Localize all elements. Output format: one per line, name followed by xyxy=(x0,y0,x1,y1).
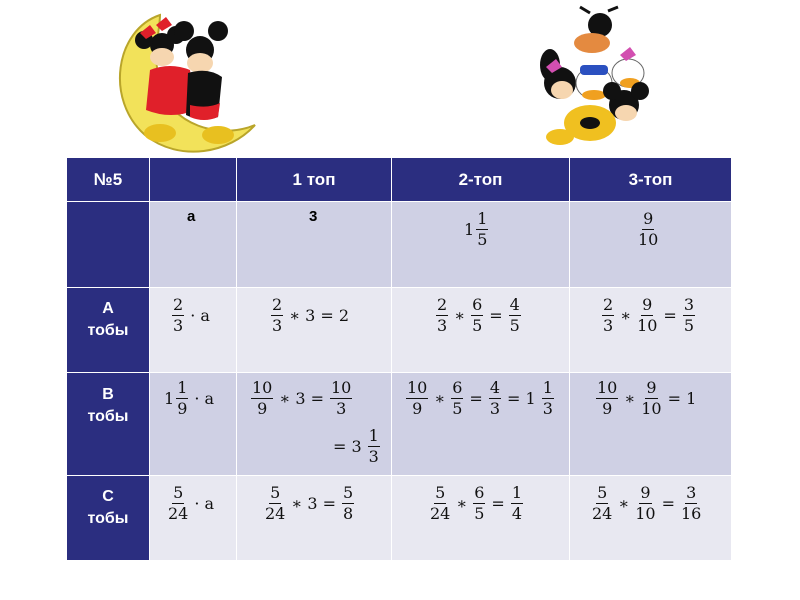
operator: ∗ 3 = xyxy=(279,389,324,408)
denominator: 10 xyxy=(637,316,658,335)
row-label-letter: В xyxy=(102,386,114,403)
fraction xyxy=(436,296,448,335)
numerator: 2 xyxy=(437,295,448,314)
row-label-values xyxy=(67,202,150,288)
fraction xyxy=(330,379,352,418)
denominator: 24 xyxy=(168,504,189,523)
row-label-word: тобы xyxy=(87,510,129,527)
row-label-b xyxy=(67,373,150,476)
calculation xyxy=(404,379,556,418)
numerator: 10 xyxy=(597,378,618,397)
header-task-number xyxy=(67,158,150,202)
denominator: 10 xyxy=(641,399,662,418)
header-label: №5 xyxy=(93,169,123,189)
result: = 1 xyxy=(667,389,697,408)
fraction xyxy=(509,296,521,335)
fraction xyxy=(592,484,612,523)
cell-group2-value xyxy=(392,202,570,288)
denominator: 16 xyxy=(681,504,702,523)
cell-b-group3 xyxy=(570,373,732,476)
equals: = xyxy=(661,494,675,513)
numerator: 5 xyxy=(597,483,608,502)
header-empty xyxy=(150,158,237,202)
calculation xyxy=(249,379,354,418)
expression xyxy=(164,379,218,418)
denominator: 3 xyxy=(542,399,553,418)
denominator: 3 xyxy=(437,316,448,335)
numerator: 9 xyxy=(646,378,657,397)
fraction xyxy=(271,296,283,335)
numerator: 1 xyxy=(368,426,379,445)
cell-b-expression xyxy=(150,373,237,476)
denominator: 9 xyxy=(257,399,268,418)
fraction xyxy=(542,379,554,418)
row-label-word: тобы xyxy=(87,322,129,339)
fraction xyxy=(596,379,618,418)
denominator: 24 xyxy=(265,504,286,523)
cell-a-group3 xyxy=(570,288,732,373)
denominator: 5 xyxy=(509,316,520,335)
fraction xyxy=(638,210,658,249)
cell-b-group1 xyxy=(237,373,392,476)
expression xyxy=(170,296,214,335)
operator: · a xyxy=(190,306,210,325)
row-label-letter: С xyxy=(102,488,114,505)
cell-a-group2 xyxy=(392,288,570,373)
numerator: 10 xyxy=(407,378,428,397)
cell-variable xyxy=(150,202,237,288)
numerator: 6 xyxy=(452,378,463,397)
variable-text: a xyxy=(187,208,196,225)
fraction xyxy=(265,484,285,523)
operator: ∗ 3 = xyxy=(291,494,336,513)
calculation xyxy=(600,296,697,335)
equals: = xyxy=(663,306,677,325)
denominator: 10 xyxy=(638,230,659,249)
denominator: 3 xyxy=(603,316,614,335)
operator: ∗ xyxy=(454,306,466,325)
numerator: 10 xyxy=(252,378,273,397)
fraction xyxy=(635,484,655,523)
numerator: 6 xyxy=(474,483,485,502)
denominator: 24 xyxy=(592,504,613,523)
numerator: 1 xyxy=(542,378,553,397)
numerator: 10 xyxy=(331,378,352,397)
equals: = xyxy=(469,389,483,408)
mixed-number xyxy=(464,210,490,249)
equals: = xyxy=(489,306,503,325)
fraction xyxy=(342,484,354,523)
numerator: 2 xyxy=(603,295,614,314)
numerator: 9 xyxy=(642,295,653,314)
operator: ∗ xyxy=(618,494,630,513)
numerator: 1 xyxy=(477,209,488,228)
operator: ∗ xyxy=(434,389,446,408)
fraction xyxy=(476,210,488,249)
operator: ∗ xyxy=(456,494,468,513)
fraction xyxy=(471,296,483,335)
operator: · a xyxy=(194,389,215,408)
fraction xyxy=(641,379,661,418)
fraction xyxy=(473,484,485,523)
minnie-mickey-on-moon-illustration xyxy=(100,5,270,155)
fraction xyxy=(168,484,188,523)
row-label-c xyxy=(67,476,150,561)
header-group-1 xyxy=(237,158,392,202)
header-label: 2-топ xyxy=(458,169,503,189)
numerator: 5 xyxy=(435,483,446,502)
fraction xyxy=(637,296,657,335)
equals: = 3 xyxy=(333,437,362,456)
denominator: 24 xyxy=(430,504,451,523)
fraction xyxy=(511,484,523,523)
disney-characters-group-illustration xyxy=(520,5,660,155)
cell-c-group3 xyxy=(570,476,732,561)
denominator: 10 xyxy=(635,504,656,523)
cell-b-group2 xyxy=(392,373,570,476)
fraction xyxy=(489,379,501,418)
header-label: 1 топ xyxy=(292,169,336,189)
denominator: 8 xyxy=(343,504,354,523)
operator: ∗ 3 = 2 xyxy=(289,306,350,325)
whole-part: 1 xyxy=(464,220,475,239)
numerator: 9 xyxy=(643,209,654,228)
denominator: 5 xyxy=(477,230,488,249)
row-label-word: тобы xyxy=(87,408,129,425)
cell-group1-value xyxy=(237,202,392,288)
operator: ∗ xyxy=(624,389,636,408)
denominator: 9 xyxy=(177,399,188,418)
calculation xyxy=(263,484,356,523)
calculation xyxy=(428,484,525,523)
calculation xyxy=(594,379,700,418)
cell-c-group1 xyxy=(237,476,392,561)
calculation xyxy=(434,296,523,335)
operator: · a xyxy=(194,494,215,513)
fraction xyxy=(681,484,701,523)
numerator: 3 xyxy=(686,483,697,502)
row-label-letter: А xyxy=(102,300,114,317)
header-group-2 xyxy=(392,158,570,202)
numerator: 5 xyxy=(173,483,184,502)
fraction xyxy=(176,379,188,418)
denominator: 3 xyxy=(272,316,283,335)
denominator: 5 xyxy=(474,504,485,523)
fraction xyxy=(172,296,184,335)
numerator: 9 xyxy=(640,483,651,502)
numerator: 3 xyxy=(683,295,695,314)
denominator: 5 xyxy=(472,316,483,335)
row-label-a xyxy=(67,288,150,373)
numerator: 2 xyxy=(272,295,283,314)
numerator: 5 xyxy=(343,483,354,502)
denominator: 3 xyxy=(336,399,347,418)
cell-group3-value xyxy=(570,202,732,288)
denominator: 4 xyxy=(511,504,523,523)
cell-c-group2 xyxy=(392,476,570,561)
fraction xyxy=(602,296,614,335)
operator: ∗ xyxy=(620,306,632,325)
fraction xyxy=(430,484,450,523)
denominator: 9 xyxy=(412,399,423,418)
cell-a-group1 xyxy=(237,288,392,373)
fraction-value xyxy=(636,210,660,249)
fraction xyxy=(251,379,273,418)
numerator: 4 xyxy=(489,378,501,397)
denominator: 5 xyxy=(683,316,695,335)
fraction xyxy=(451,379,463,418)
value-text: 3 xyxy=(309,208,318,225)
denominator: 3 xyxy=(489,399,501,418)
header-group-3 xyxy=(570,158,732,202)
numerator: 1 xyxy=(177,378,188,397)
task-table xyxy=(66,157,732,561)
whole-part: 1 xyxy=(164,389,175,408)
numerator: 2 xyxy=(173,295,184,314)
expression xyxy=(166,484,218,523)
header-label: 3-топ xyxy=(628,169,673,189)
calculation xyxy=(269,296,353,335)
calculation xyxy=(590,484,703,523)
calculation-continued xyxy=(329,427,382,466)
fraction xyxy=(683,296,695,335)
numerator: 6 xyxy=(472,295,483,314)
numerator: 5 xyxy=(270,483,281,502)
numerator: 4 xyxy=(509,295,520,314)
denominator: 5 xyxy=(452,399,463,418)
numerator: 1 xyxy=(511,483,523,502)
denominator: 3 xyxy=(173,316,184,335)
fraction xyxy=(406,379,428,418)
denominator: 9 xyxy=(602,399,613,418)
cell-a-expression xyxy=(150,288,237,373)
equals: = xyxy=(491,494,505,513)
fraction xyxy=(368,427,380,466)
cell-c-expression xyxy=(150,476,237,561)
denominator: 3 xyxy=(368,447,379,466)
equals: = 1 xyxy=(507,389,536,408)
